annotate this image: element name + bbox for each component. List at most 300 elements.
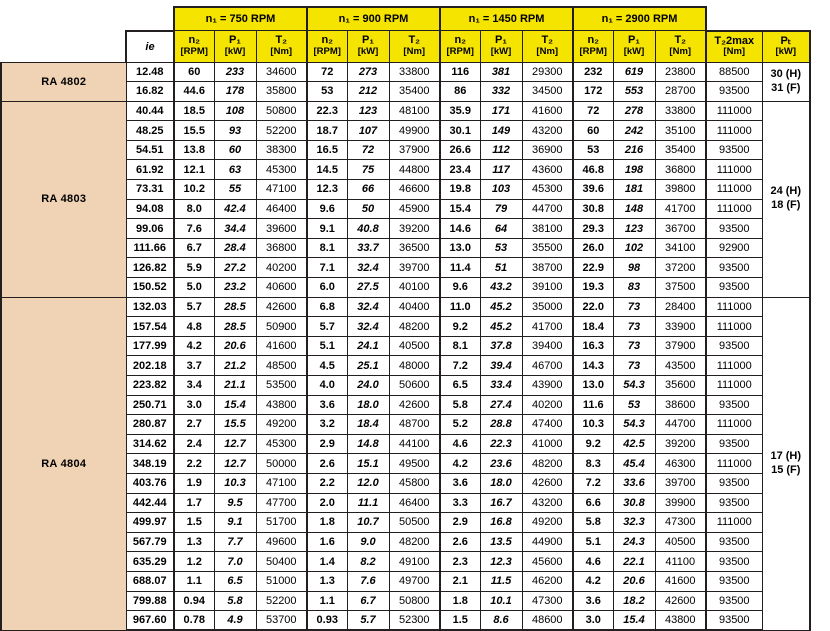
value-cell-n2: 60 xyxy=(573,121,613,141)
value-cell-n2: 53 xyxy=(573,140,613,160)
value-cell-n2: 1.9 xyxy=(174,473,214,493)
value-cell-t2: 41100 xyxy=(655,552,706,572)
value-cell-n2: 6.5 xyxy=(440,376,480,396)
value-cell-t2: 35100 xyxy=(655,121,706,141)
value-cell-t2: 36800 xyxy=(655,160,706,180)
value-cell-t2: 48600 xyxy=(522,611,573,631)
value-cell-p1: 9.0 xyxy=(347,532,389,552)
value-cell-t2: 49200 xyxy=(522,513,573,533)
value-cell-t2: 37500 xyxy=(655,278,706,298)
value-cell-t2: 48000 xyxy=(389,356,440,376)
value-cell-n2: 0.93 xyxy=(307,611,347,631)
value-cell-p1: 11.1 xyxy=(347,493,389,513)
value-cell-n2: 2.9 xyxy=(440,513,480,533)
value-cell-p1: 10.1 xyxy=(480,591,522,611)
ratio-cell: 54.51 xyxy=(126,140,174,160)
value-cell-p1: 25.1 xyxy=(347,356,389,376)
value-cell-p1: 28.5 xyxy=(214,317,256,337)
value-cell-n2: 11.0 xyxy=(440,297,480,317)
value-cell-p1: 181 xyxy=(613,180,655,200)
value-cell-p1: 33.7 xyxy=(347,238,389,258)
value-cell-n2: 14.5 xyxy=(307,160,347,180)
value-cell-p1: 28.5 xyxy=(214,297,256,317)
ratio-cell: 157.54 xyxy=(126,317,174,337)
ratio-cell: 94.08 xyxy=(126,199,174,219)
value-cell-p1: 6.7 xyxy=(347,591,389,611)
value-cell-t2: 44700 xyxy=(655,415,706,435)
value-cell-p1: 178 xyxy=(214,82,256,102)
value-cell-t2: 50400 xyxy=(256,552,307,572)
value-cell-t2: 23800 xyxy=(655,62,706,82)
value-cell-n2: 2.2 xyxy=(307,473,347,493)
value-cell-t2: 28700 xyxy=(655,82,706,102)
column-header-n2: n₂ [RPM] xyxy=(440,31,480,63)
value-cell-n2: 72 xyxy=(573,101,613,121)
value-cell-n2: 3.3 xyxy=(440,493,480,513)
value-cell-n2: 6.6 xyxy=(573,493,613,513)
value-cell-t2max: 88500 xyxy=(706,62,762,82)
value-cell-p1: 148 xyxy=(613,199,655,219)
value-cell-t2max: 111000 xyxy=(706,376,762,396)
value-cell-n2: 2.3 xyxy=(440,552,480,572)
value-cell-t2: 42600 xyxy=(655,591,706,611)
value-cell-p1: 9.5 xyxy=(214,493,256,513)
value-cell-t2max: 111000 xyxy=(706,415,762,435)
value-cell-t2: 45600 xyxy=(522,552,573,572)
value-cell-t2: 50500 xyxy=(389,513,440,533)
value-cell-n2: 1.1 xyxy=(307,591,347,611)
column-header-p1: P₁ [kW] xyxy=(214,31,256,63)
value-cell-t2: 49700 xyxy=(389,571,440,591)
value-cell-t2: 43500 xyxy=(655,356,706,376)
value-cell-p1: 73 xyxy=(613,317,655,337)
value-cell-n2: 2.9 xyxy=(307,434,347,454)
value-cell-t2: 47100 xyxy=(256,180,307,200)
value-cell-t2: 43200 xyxy=(522,121,573,141)
value-cell-t2max: 93500 xyxy=(706,395,762,415)
column-header-t2: T₂ [Nm] xyxy=(389,31,440,63)
value-cell-t2max: 92900 xyxy=(706,238,762,258)
value-cell-t2: 49900 xyxy=(389,121,440,141)
value-cell-p1: 4.9 xyxy=(214,611,256,631)
value-cell-p1: 15.1 xyxy=(347,454,389,474)
value-cell-n2: 4.2 xyxy=(573,571,613,591)
value-cell-t2: 52200 xyxy=(256,591,307,611)
value-cell-n2: 8.3 xyxy=(573,454,613,474)
value-cell-t2: 35400 xyxy=(389,82,440,102)
value-cell-p1: 32.4 xyxy=(347,258,389,278)
value-cell-n2: 9.2 xyxy=(440,317,480,337)
value-cell-t2: 35500 xyxy=(522,238,573,258)
ratio-cell: 314.62 xyxy=(126,434,174,454)
value-cell-t2: 50600 xyxy=(389,376,440,396)
value-cell-n2: 13.0 xyxy=(573,376,613,396)
value-cell-n2: 2.7 xyxy=(174,415,214,435)
value-cell-t2: 49500 xyxy=(389,454,440,474)
ratio-cell: 403.76 xyxy=(126,473,174,493)
table-row xyxy=(1,62,810,82)
value-cell-p1: 33.4 xyxy=(480,376,522,396)
value-cell-t2: 45900 xyxy=(389,199,440,219)
value-cell-p1: 198 xyxy=(613,160,655,180)
value-cell-t2max: 93500 xyxy=(706,434,762,454)
value-cell-p1: 27.5 xyxy=(347,278,389,298)
column-header-t2max: T₂2max [Nm] xyxy=(706,31,762,63)
value-cell-n2: 12.1 xyxy=(174,160,214,180)
value-cell-p1: 13.5 xyxy=(480,532,522,552)
value-cell-t2: 44100 xyxy=(389,434,440,454)
value-cell-p1: 30.8 xyxy=(613,493,655,513)
ratio-cell: 73.31 xyxy=(126,180,174,200)
value-cell-t2: 39400 xyxy=(522,336,573,356)
value-cell-n2: 4.2 xyxy=(174,336,214,356)
value-cell-p1: 75 xyxy=(347,160,389,180)
value-cell-p1: 51 xyxy=(480,258,522,278)
value-cell-t2: 43200 xyxy=(522,493,573,513)
value-cell-t2: 49100 xyxy=(389,552,440,572)
value-cell-n2: 9.6 xyxy=(440,278,480,298)
value-cell-p1: 8.2 xyxy=(347,552,389,572)
value-cell-t2: 48700 xyxy=(389,415,440,435)
value-cell-n2: 35.9 xyxy=(440,101,480,121)
header-spacer xyxy=(706,7,762,31)
value-cell-t2: 33800 xyxy=(389,62,440,82)
value-cell-t2max: 93500 xyxy=(706,82,762,102)
value-cell-n2: 1.5 xyxy=(174,513,214,533)
value-cell-n2: 1.3 xyxy=(307,571,347,591)
value-cell-n2: 1.4 xyxy=(307,552,347,572)
table-row xyxy=(1,101,810,121)
value-cell-t2: 43800 xyxy=(655,611,706,631)
value-cell-p1: 15.5 xyxy=(214,415,256,435)
column-header-t2: T₂ [Nm] xyxy=(256,31,307,63)
value-cell-p1: 22.3 xyxy=(480,434,522,454)
value-cell-n2: 7.6 xyxy=(174,219,214,239)
value-cell-t2max: 93500 xyxy=(706,473,762,493)
value-cell-p1: 12.0 xyxy=(347,473,389,493)
model-label: RA 4804 xyxy=(1,297,126,630)
speed-group-header: n₁ = 900 RPM xyxy=(307,7,440,31)
value-cell-t2max: 93500 xyxy=(706,493,762,513)
value-cell-n2: 11.6 xyxy=(573,395,613,415)
value-cell-n2: 29.3 xyxy=(573,219,613,239)
value-cell-t2max: 93500 xyxy=(706,278,762,298)
value-cell-n2: 4.0 xyxy=(307,376,347,396)
ratio-cell: 61.92 xyxy=(126,160,174,180)
value-cell-n2: 4.2 xyxy=(440,454,480,474)
value-cell-n2: 0.78 xyxy=(174,611,214,631)
value-cell-n2: 86 xyxy=(440,82,480,102)
value-cell-t2: 41000 xyxy=(522,434,573,454)
value-cell-p1: 102 xyxy=(613,238,655,258)
value-cell-n2: 5.8 xyxy=(440,395,480,415)
value-cell-p1: 117 xyxy=(480,160,522,180)
value-cell-t2: 46400 xyxy=(256,199,307,219)
value-cell-p1: 216 xyxy=(613,140,655,160)
value-cell-t2: 28400 xyxy=(655,297,706,317)
thermal-power-cell xyxy=(762,101,810,297)
value-cell-p1: 64 xyxy=(480,219,522,239)
value-cell-t2: 50800 xyxy=(256,101,307,121)
value-cell-t2: 47100 xyxy=(256,473,307,493)
value-cell-t2: 46700 xyxy=(522,356,573,376)
value-cell-p1: 32.3 xyxy=(613,513,655,533)
value-cell-p1: 123 xyxy=(347,101,389,121)
ratio-cell: 126.82 xyxy=(126,258,174,278)
value-cell-n2: 2.6 xyxy=(440,532,480,552)
value-cell-t2: 49200 xyxy=(256,415,307,435)
value-cell-n2: 23.4 xyxy=(440,160,480,180)
value-cell-p1: 619 xyxy=(613,62,655,82)
value-cell-t2: 47300 xyxy=(522,591,573,611)
value-cell-p1: 18.4 xyxy=(347,415,389,435)
value-cell-n2: 3.6 xyxy=(440,473,480,493)
ratio-cell: 111.66 xyxy=(126,238,174,258)
value-cell-n2: 232 xyxy=(573,62,613,82)
value-cell-p1: 7.7 xyxy=(214,532,256,552)
value-cell-t2: 33900 xyxy=(655,317,706,337)
value-cell-p1: 45.2 xyxy=(480,297,522,317)
value-cell-n2: 15.5 xyxy=(174,121,214,141)
value-cell-p1: 39.4 xyxy=(480,356,522,376)
table-row xyxy=(1,297,810,317)
value-cell-t2max: 93500 xyxy=(706,552,762,572)
value-cell-p1: 53 xyxy=(480,238,522,258)
value-cell-n2: 39.6 xyxy=(573,180,613,200)
value-cell-t2: 35600 xyxy=(655,376,706,396)
value-cell-p1: 55 xyxy=(214,180,256,200)
value-cell-t2: 43800 xyxy=(256,395,307,415)
value-cell-p1: 381 xyxy=(480,62,522,82)
value-cell-p1: 33.6 xyxy=(613,473,655,493)
value-cell-n2: 7.1 xyxy=(307,258,347,278)
value-cell-p1: 53 xyxy=(613,395,655,415)
value-cell-p1: 7.6 xyxy=(347,571,389,591)
value-cell-t2: 46300 xyxy=(655,454,706,474)
value-cell-p1: 332 xyxy=(480,82,522,102)
value-cell-p1: 11.5 xyxy=(480,571,522,591)
value-cell-n2: 2.0 xyxy=(307,493,347,513)
value-cell-p1: 21.2 xyxy=(214,356,256,376)
thermal-power-line: 31 (F) xyxy=(771,81,801,94)
value-cell-n2: 22.3 xyxy=(307,101,347,121)
column-header-n2: n₂ [RPM] xyxy=(307,31,347,63)
value-cell-t2: 51000 xyxy=(256,571,307,591)
header-spacer xyxy=(1,31,126,63)
value-cell-n2: 44.6 xyxy=(174,82,214,102)
value-cell-n2: 9.6 xyxy=(307,199,347,219)
value-cell-n2: 172 xyxy=(573,82,613,102)
value-cell-n2: 72 xyxy=(307,62,347,82)
value-cell-t2: 50900 xyxy=(256,317,307,337)
value-cell-p1: 212 xyxy=(347,82,389,102)
value-cell-t2: 38700 xyxy=(522,258,573,278)
value-cell-t2max: 111000 xyxy=(706,356,762,376)
value-cell-t2: 52200 xyxy=(256,121,307,141)
value-cell-p1: 40.8 xyxy=(347,219,389,239)
value-cell-n2: 3.7 xyxy=(174,356,214,376)
value-cell-n2: 7.2 xyxy=(573,473,613,493)
value-cell-n2: 26.6 xyxy=(440,140,480,160)
value-cell-p1: 27.2 xyxy=(214,258,256,278)
value-cell-t2max: 93500 xyxy=(706,591,762,611)
column-header-p1: P₁ [kW] xyxy=(613,31,655,63)
column-header-pt: Pₜ [kW] xyxy=(762,31,810,63)
speed-group-header: n₁ = 1450 RPM xyxy=(440,7,573,31)
value-cell-t2: 51700 xyxy=(256,513,307,533)
speed-group-header: n₁ = 750 RPM xyxy=(174,7,307,31)
value-cell-p1: 37.8 xyxy=(480,336,522,356)
column-header-p1: P₁ [kW] xyxy=(347,31,389,63)
value-cell-t2max: 111000 xyxy=(706,101,762,121)
value-cell-p1: 43.2 xyxy=(480,278,522,298)
value-cell-n2: 18.4 xyxy=(573,317,613,337)
value-cell-p1: 112 xyxy=(480,140,522,160)
value-cell-n2: 7.2 xyxy=(440,356,480,376)
value-cell-n2: 16.3 xyxy=(573,336,613,356)
ratio-cell: 635.29 xyxy=(126,552,174,572)
value-cell-p1: 12.7 xyxy=(214,434,256,454)
value-cell-t2: 41700 xyxy=(655,199,706,219)
value-cell-t2max: 93500 xyxy=(706,571,762,591)
ratio-cell: 967.60 xyxy=(126,611,174,631)
value-cell-t2: 36500 xyxy=(389,238,440,258)
value-cell-t2: 39200 xyxy=(655,434,706,454)
value-cell-t2: 38100 xyxy=(522,219,573,239)
value-cell-n2: 3.6 xyxy=(573,591,613,611)
value-cell-t2: 48100 xyxy=(389,101,440,121)
value-cell-t2: 34500 xyxy=(522,82,573,102)
value-cell-p1: 6.5 xyxy=(214,571,256,591)
header-spacer xyxy=(1,7,126,31)
value-cell-p1: 12.7 xyxy=(214,454,256,474)
ratio-cell: 348.19 xyxy=(126,454,174,474)
value-cell-p1: 28.4 xyxy=(214,238,256,258)
value-cell-t2: 37900 xyxy=(389,140,440,160)
value-cell-n2: 10.2 xyxy=(174,180,214,200)
value-cell-p1: 24.3 xyxy=(613,532,655,552)
value-cell-n2: 13.0 xyxy=(440,238,480,258)
value-cell-t2: 41600 xyxy=(256,336,307,356)
value-cell-t2: 45300 xyxy=(522,180,573,200)
value-cell-n2: 5.1 xyxy=(573,532,613,552)
value-cell-p1: 54.3 xyxy=(613,376,655,396)
value-cell-p1: 60 xyxy=(214,140,256,160)
value-cell-t2: 40200 xyxy=(256,258,307,278)
value-cell-p1: 16.7 xyxy=(480,493,522,513)
value-cell-t2: 39700 xyxy=(389,258,440,278)
value-cell-n2: 53 xyxy=(307,82,347,102)
value-cell-t2: 34600 xyxy=(256,62,307,82)
column-header-n2: n₂ [RPM] xyxy=(174,31,214,63)
value-cell-p1: 73 xyxy=(613,356,655,376)
value-cell-p1: 73 xyxy=(613,297,655,317)
ratio-cell: 16.82 xyxy=(126,82,174,102)
value-cell-t2: 40200 xyxy=(522,395,573,415)
value-cell-p1: 10.3 xyxy=(214,473,256,493)
value-cell-p1: 12.3 xyxy=(480,552,522,572)
value-cell-p1: 27.4 xyxy=(480,395,522,415)
ratio-cell: 150.52 xyxy=(126,278,174,298)
value-cell-p1: 18.2 xyxy=(613,591,655,611)
value-cell-t2: 38600 xyxy=(655,395,706,415)
value-cell-n2: 14.6 xyxy=(440,219,480,239)
value-cell-t2: 37200 xyxy=(655,258,706,278)
value-cell-p1: 7.0 xyxy=(214,552,256,572)
value-cell-t2: 40500 xyxy=(655,532,706,552)
value-cell-p1: 107 xyxy=(347,121,389,141)
value-cell-p1: 79 xyxy=(480,199,522,219)
value-cell-p1: 10.7 xyxy=(347,513,389,533)
value-cell-n2: 1.3 xyxy=(174,532,214,552)
value-cell-p1: 8.6 xyxy=(480,611,522,631)
value-cell-n2: 2.6 xyxy=(307,454,347,474)
value-cell-t2: 47700 xyxy=(256,493,307,513)
value-cell-t2: 53500 xyxy=(256,376,307,396)
value-cell-n2: 3.2 xyxy=(307,415,347,435)
model-label: RA 4803 xyxy=(1,101,126,297)
value-cell-p1: 15.4 xyxy=(613,611,655,631)
value-cell-t2max: 93500 xyxy=(706,140,762,160)
column-header-t2: T₂ [Nm] xyxy=(655,31,706,63)
value-cell-t2max: 93500 xyxy=(706,611,762,631)
value-cell-t2: 53700 xyxy=(256,611,307,631)
value-cell-p1: 108 xyxy=(214,101,256,121)
value-cell-n2: 1.2 xyxy=(174,552,214,572)
ratio-cell: 177.99 xyxy=(126,336,174,356)
value-cell-t2: 46400 xyxy=(389,493,440,513)
value-cell-t2: 39700 xyxy=(655,473,706,493)
value-cell-n2: 46.8 xyxy=(573,160,613,180)
value-cell-n2: 18.7 xyxy=(307,121,347,141)
value-cell-t2: 41700 xyxy=(522,317,573,337)
value-cell-n2: 22.0 xyxy=(573,297,613,317)
ratio-cell: 202.18 xyxy=(126,356,174,376)
value-cell-n2: 18.5 xyxy=(174,101,214,121)
value-cell-n2: 116 xyxy=(440,62,480,82)
value-cell-p1: 5.8 xyxy=(214,591,256,611)
value-cell-t2: 49600 xyxy=(256,532,307,552)
value-cell-n2: 1.1 xyxy=(174,571,214,591)
value-cell-t2: 36900 xyxy=(522,140,573,160)
gearbox-ratings-table xyxy=(0,6,811,631)
value-cell-t2: 39200 xyxy=(389,219,440,239)
value-cell-n2: 5.8 xyxy=(573,513,613,533)
value-cell-n2: 10.3 xyxy=(573,415,613,435)
value-cell-t2: 41600 xyxy=(522,101,573,121)
value-cell-t2: 42600 xyxy=(389,395,440,415)
value-cell-p1: 54.3 xyxy=(613,415,655,435)
value-cell-n2: 19.3 xyxy=(573,278,613,298)
value-cell-n2: 8.1 xyxy=(440,336,480,356)
thermal-power-line: 18 (F) xyxy=(771,199,801,212)
column-header-t2: T₂ [Nm] xyxy=(522,31,573,63)
value-cell-t2: 46600 xyxy=(389,180,440,200)
value-cell-n2: 2.2 xyxy=(174,454,214,474)
value-cell-t2: 45300 xyxy=(256,434,307,454)
ratio-cell: 12.48 xyxy=(126,62,174,82)
thermal-power-cell xyxy=(762,297,810,630)
value-cell-t2: 44900 xyxy=(522,532,573,552)
value-cell-n2: 15.4 xyxy=(440,199,480,219)
value-cell-t2: 43900 xyxy=(522,376,573,396)
value-cell-n2: 3.0 xyxy=(174,395,214,415)
value-cell-p1: 18.0 xyxy=(347,395,389,415)
value-cell-t2: 48200 xyxy=(522,454,573,474)
ratio-cell: 567.79 xyxy=(126,532,174,552)
value-cell-p1: 15.4 xyxy=(214,395,256,415)
value-cell-p1: 93 xyxy=(214,121,256,141)
